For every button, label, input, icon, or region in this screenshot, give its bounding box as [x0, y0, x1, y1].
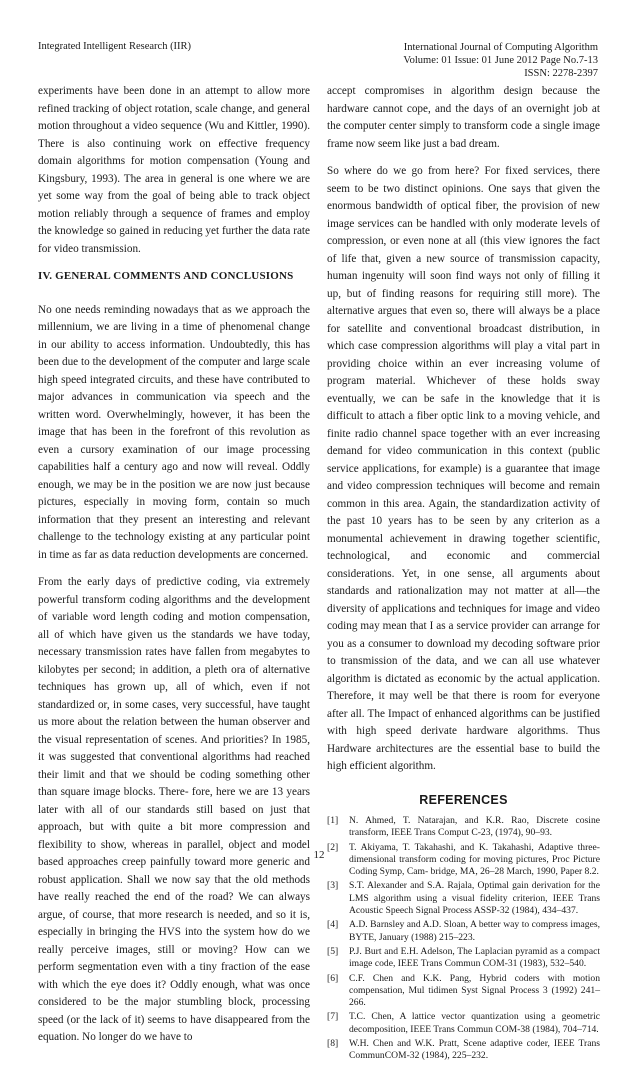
header-issn: ISSN: 2278-2397	[524, 68, 598, 79]
header-journal: International Journal of Computing Algorithm	[403, 42, 598, 53]
right-column	[327, 83, 600, 1065]
paragraph: experiments have been done in an attempt to allow more refined tracking of object rotation, scale change, and general motion throughout a video sequence (Wu and Kittler, 1990). There is also continuing work on effective frequency domain algorithms for motion compensation (Young and Kingsbury, 1993). The area in general is one where we are yet some way from the goal of being able to track object motion reliably through a sequence of frames and employ the knowledge so gained in reducing yet further the data rate for video transmission.	[38, 85, 310, 255]
paragraph: No one needs reminding nowadays that as we approach the millennium, we are living in a time of phenomenal change in our ability to access information. Undoubtedly, this has been due to the development of the computer and large scale high speed integrated circuits, and these have contributed to major advances in communication via speech and the written word. Overwhelmingly, however, it has been the image that has been in the forefront of this revolution as even a cursory examination of our image processing capabilities half a century ago and now will reveal. Oddly enough, we may be in the position we are now just because pictures, especially in moving form, contain so much information that they present an interesting and relevant challenge to the technology existing at any particular point in time as far as data reduction developments are concerned.	[38, 303, 310, 561]
reference-text: P.J. Burt and E.H. Adelson, The Laplacian pyramid as a compact image code, IEEE Trans Commun COM-31 (1983), 532–540.	[349, 945, 600, 970]
reference-item	[327, 919, 600, 944]
reference-item	[327, 880, 600, 917]
reference-number: [7]	[327, 1011, 339, 1023]
section-heading: IV. GENERAL COMMENTS AND CONCLUSIONS	[38, 270, 294, 282]
reference-item	[327, 946, 600, 971]
reference-number: [1]	[327, 815, 339, 826]
reference-text: S.T. Alexander and S.A. Rajala, Optimal gain derivation for the LMS algorithm using a visual fidelity criterion, IEEE Trans Acoustic Speech Signal Process ASSP-32 (1984), 434–437.	[349, 880, 600, 917]
reference-item	[327, 1038, 600, 1063]
reference-item	[327, 815, 600, 840]
reference-number: [2]	[327, 841, 339, 853]
references-title: REFERENCES	[419, 792, 508, 807]
reference-text: C.F. Chen and K.K. Pang, Hybrid coders with motion compensation, Mul tidimen Syst Signal Process 3 (1992) 241–266.	[349, 972, 600, 1009]
header-left: Integrated Intelligent Research (IIR)	[38, 41, 192, 52]
reference-text: T.C. Chen, A lattice vector quantization using a geometric decomposition, IEEE Trans Commun COM-38 (1984), 704–714.	[349, 1011, 600, 1035]
reference-text: T. Akiyama, T. Takahashi, and K. Takahashi, Adaptive three-dimensional transform coding for moving pictures, Proc Picture Coding Symp, Cam- bridge, MA, 26–28 March, 1990, Paper 8.2.	[349, 841, 600, 878]
reference-number: [8]	[327, 1038, 339, 1050]
reference-number: [6]	[327, 972, 339, 984]
left-column	[38, 83, 310, 1057]
page-number: 12	[313, 849, 325, 861]
reference-number: [4]	[327, 919, 339, 931]
reference-item	[327, 973, 600, 1010]
paragraph: accept compromises in algorithm design because the hardware cannot cope, and the days of an overnight job at the computer center simply to transform code a single image frame now seem like just a bad dream.	[327, 85, 600, 150]
reference-text: W.H. Chen and W.K. Pratt, Scene adaptive coder, IEEE Trans CommunCOM-32 (1984), 225–232.	[349, 1038, 600, 1062]
paragraph: From the early days of predictive coding, via extremely powerful transform coding algorithms and the development of variable word length coding and motion compensation, all of which have given us the standards we have today, necessary transmission rates have fallen from megabytes to kilobytes per second; in addition, a pleth ora of alternative techniques has grown up, all of which, even if not standardized or, in some cases, very successful, have taught us more about the relation between the human observer and the visual representation of scenes. And priorities? In 1985, it was suggested that conventional algorithms had reached their limit and that we should be coding something other than square image blocks. There- fore, here we are 13 years later with all of our standards still based on just that approach, but with quite a bit more compression and flexibility to show, whereas in parallel, object and model based approaches creep painfully toward more generic and robust application. Shall we now say that the old methods have really reached the end of the road? We can always argue, of course, that more research is needed, and so it is, especially in bringing the HVS into the system how do we really perceive images, still or moving? How can we perform segmentation even with a tiny fraction of the ease with which the eye does it? Oddly enough, what was once considered to be the major stumbling block, processing speed (or the lack of it) seems to have disappeared from the equation. No longer do we have to	[38, 576, 310, 1043]
paragraph: So where do we go from here? For fixed services, there seem to be two distinct opinions. One says that given the enormous bandwidth of optical fiber, the provision of new image services can be handled with only moderate levels of compression, or even none at all (this view ignores the fact of life that, given a new source of transmission capacity, human ingenuity will soon find ways not only of filling it up, but of finding reasons for requiring still more). The alternative argues that even so, there will always be a place for satellite and conventional broadcast distribution, in which case compression algorithms will play a vital part in providing choice within an ever increasing volume of program material. Whichever of these holds sway eventually, we can be safe in the knowledge that it is difficult to attach a fiber optic link to a moving vehicle, and finite radio channel space together with an ever increasing demand for video communication in this context (public service applications, for example) is a guarantee that image and video compression techniques will become and remain common in this area. Again, the standardization activity of the past 10 years has to be seen by any criterion as a monumental achievement in drawing together scientific, technological, and economic and commercial considerations. Yet, in one sense, all arguments about standards and rationalization may not matter at all—the diversity of applications and techniques for image and video coding may mean that I as a service provider can arrange for you as a consumer to download my decoding software prior to transmission of the data, and we can all use whatever algorithm is dictated as economic by the actual application. Therefore, it may well be that there is room for everyone after all. The Impact of enhanced algorithms can be justified with high speed derivate hardware algorithms. Thus Hardware architectures are the essential base to build the high efficient algorithm.	[327, 165, 600, 772]
reference-text: A.D. Barnsley and A.D. Sloan, A better way to compress images, BYTE, January (1988) 215–223.	[349, 919, 600, 943]
reference-item	[327, 1011, 600, 1036]
reference-number: [3]	[327, 880, 339, 892]
header-volume: Volume: 01 Issue: 01 June 2012 Page No.7-13	[403, 55, 598, 66]
header-right	[338, 41, 598, 80]
reference-text: N. Ahmed, T. Natarajan, and K.R. Rao, Discrete cosine transform, IEEE Trans Comput C-23, (1974), 90–93.	[349, 815, 600, 839]
reference-number: [5]	[327, 945, 339, 957]
